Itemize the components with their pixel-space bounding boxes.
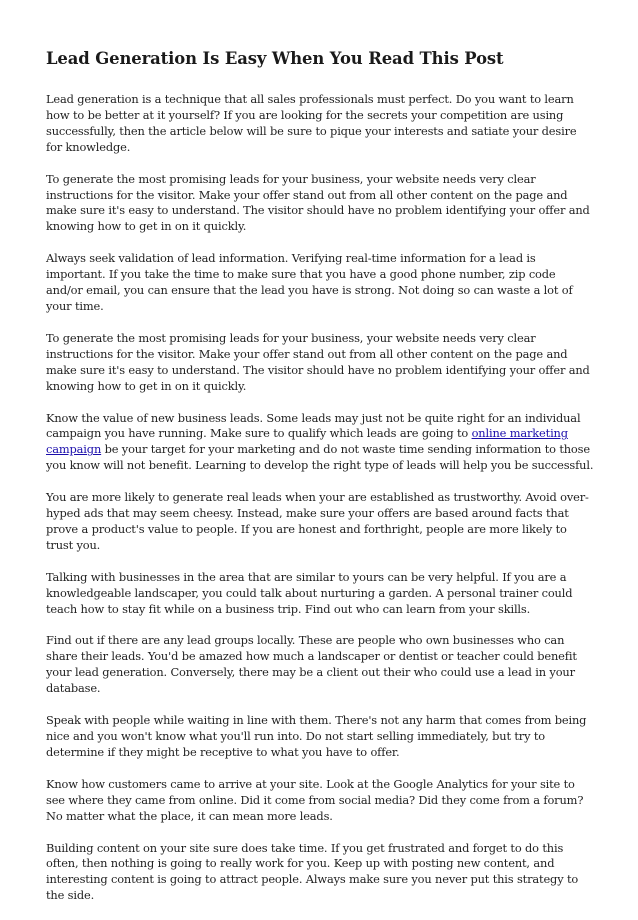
paragraph-10: Know how customers came to arrive at your site. Look at the Google Analytics for your site to see where they came from online. Did it come from social media? Did they come from a forum? No matter what the place, it can mean more leads. (46, 776, 584, 823)
document-page (46, 48, 594, 920)
paragraph-9: Speak with people while waiting in line with them. There's not any harm that comes from being nice and you won't know what you'll run into. Do not start selling immediately, but try to determine if they might be receptive to what you have to offer. (46, 713, 587, 759)
page-title: Lead Generation Is Easy When You Read This Post (46, 49, 504, 68)
paragraph-5-text-after: be your target for your marketing and do not waste time sending information to those you know will not benefit. Learning to develop the right type of leads will help you be successful. (46, 442, 594, 473)
paragraph-4: To generate the most promising leads for your business, your website needs very clear instructions for the visitor. Make your offer stand out from all other content on the page and make sure it's easy to understand. The visitor should have no problem identifying your offer and knowing how to get in on it quickly. (46, 330, 590, 393)
paragraph-7: Talking with businesses in the area that are similar to yours can be very helpful. If you are a knowledgeable landscaper, you could talk about nurturing a garden. A personal trainer could teach how to stay fit while on a business trip. Find out who can learn from your skills. (46, 569, 573, 616)
paragraph-8: Find out if there are any lead groups locally. These are people who own businesses who can share their leads. You'd be amazed how much a landscaper or dentist or teacher could benefit your lead generation. Conversely, there may be a client out their who could use a lead in your database. (46, 633, 577, 696)
paragraph-6: You are more likely to generate real leads when your are established as trustworthy. Avoid over-hyped ads that may seem cheesy. Instead, make sure your offers are based around facts that prove a product's value to people. If you are honest and forthright, people are more likely to trust you. (46, 490, 589, 552)
paragraph-1: Lead generation is a technique that all sales professionals must perfect. Do you want to learn how to be better at it yourself? If you are looking for the secrets your competition are using successfully, then the article below will be sure to pique your interests and satiate your desire for knowledge. (46, 92, 577, 154)
paragraph-5 (46, 411, 594, 475)
paragraph-11: Building content on your site sure does take time. If you get frustrated and forget to do this often, then nothing is going to really work for you. Keep up with posting new content, and interesting content is going to attract people. Always make sure you never put this strategy to the side. (46, 840, 579, 903)
online-marketing-campaign-link[interactable]: online marketing campaign (46, 426, 568, 457)
paragraph-3: Always seek validation of lead information. Verifying real-time information for a lead is important. If you take the time to make sure that you have a good phone number, zip code and/or email, you can ensure that the lead you have is strong. Not doing so can waste a lot of your time. (46, 251, 573, 313)
paragraph-5-text-before: Know the value of new business leads. Some leads may just not be quite right for an individual campaign you have running. Make sure to qualify which leads are going to (46, 410, 581, 441)
paragraph-2: To generate the most promising leads for your business, your website needs very clear instructions for the visitor. Make your offer stand out from all other content on the page and make sure it's easy to understand. The visitor should have no problem identifying your offer and knowing how to get in on it quickly. (46, 171, 590, 234)
